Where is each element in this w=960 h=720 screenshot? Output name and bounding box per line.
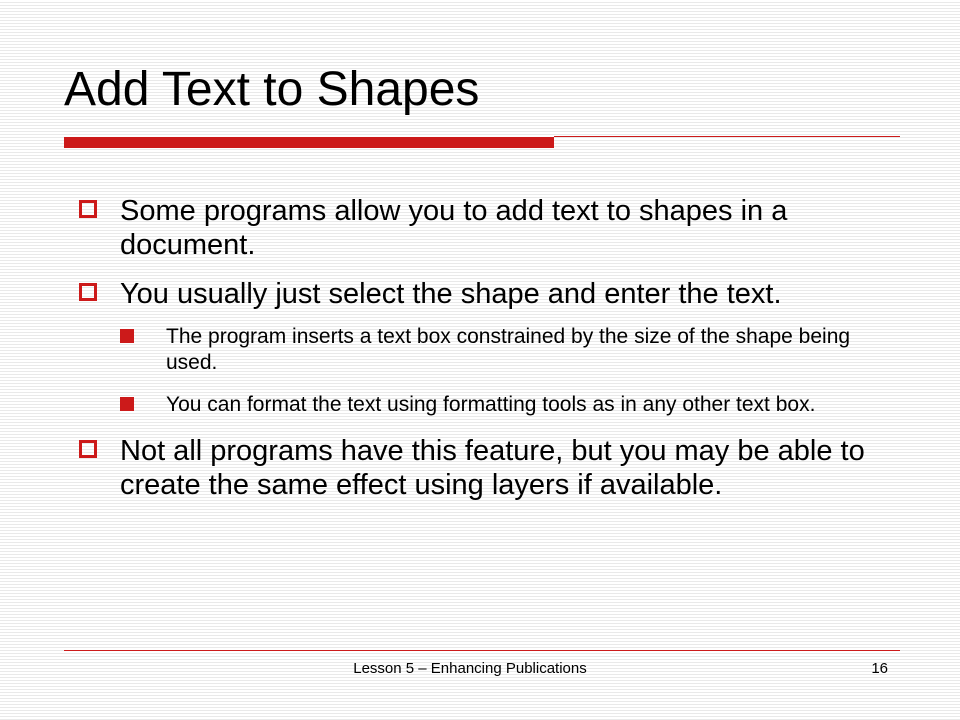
title-underline-thick xyxy=(64,137,554,148)
sub-bullet-item xyxy=(72,324,902,376)
bullet-list xyxy=(72,194,902,502)
footer-lesson-title: Lesson 5 – Enhancing Publications xyxy=(353,660,587,677)
sub-bullet-item xyxy=(72,392,902,418)
hollow-square-icon xyxy=(79,440,97,458)
slide-title: Add Text to Shapes xyxy=(64,63,480,116)
hollow-square-icon xyxy=(79,283,97,301)
footer-divider xyxy=(64,650,900,651)
filled-square-icon xyxy=(120,397,134,411)
hollow-square-icon xyxy=(79,200,97,218)
bullet-item xyxy=(72,434,902,502)
bullet-text: You usually just select the shape and enter the text. xyxy=(120,278,782,310)
sub-bullet-text: The program inserts a text box constrained by the size of the shape being used. xyxy=(166,325,851,374)
bullet-item xyxy=(72,277,902,311)
bullet-text: Not all programs have this feature, but you may be able to create the same effect using layers if available. xyxy=(120,435,865,501)
page-number: 16 xyxy=(871,660,888,677)
title-underline-thin xyxy=(554,136,900,137)
filled-square-icon xyxy=(120,329,134,343)
bullet-text: Some programs allow you to add text to shapes in a document. xyxy=(120,195,788,261)
sub-bullet-text: You can format the text using formatting tools as in any other text box. xyxy=(166,393,816,416)
bullet-item xyxy=(72,194,902,262)
